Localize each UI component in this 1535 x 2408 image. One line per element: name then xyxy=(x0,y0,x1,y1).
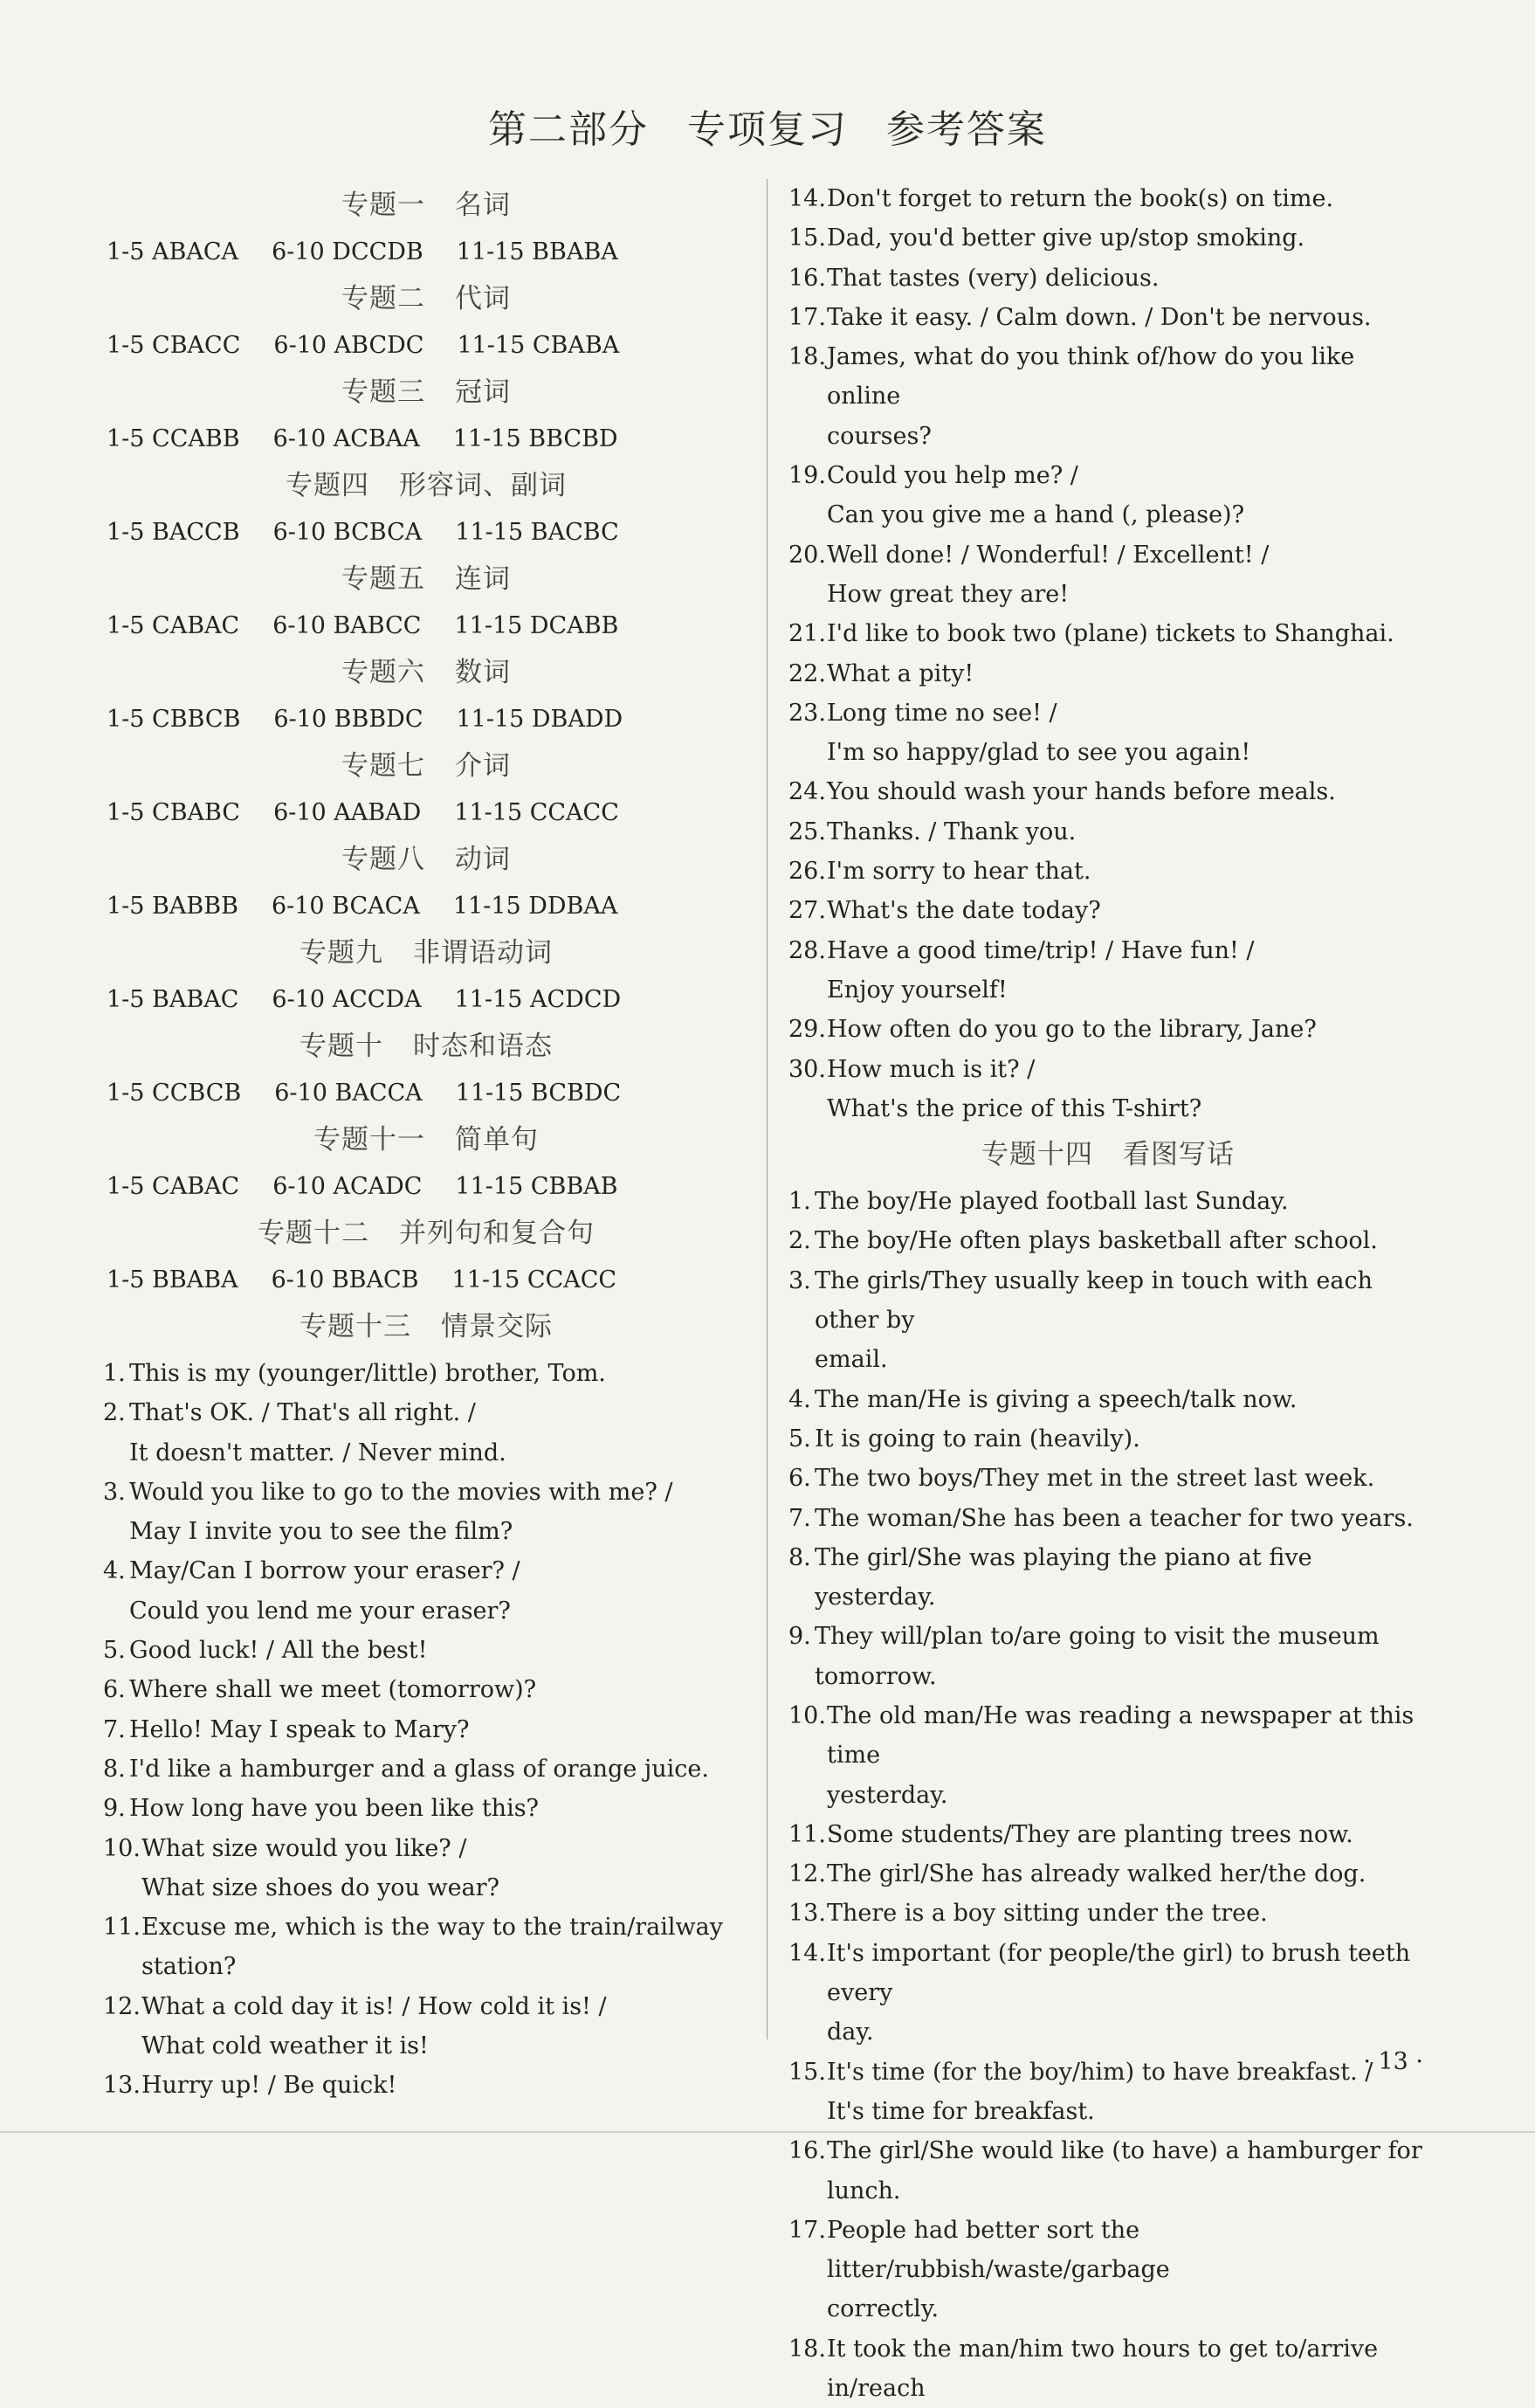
item-text: What size would you like? / xyxy=(141,1834,467,1862)
answer-group: 11-15 DCABB xyxy=(454,612,619,639)
answer-item xyxy=(788,179,1428,218)
item-text: May/Can I borrow your eraser? / xyxy=(129,1557,520,1585)
answer-group: 11-15 CCACC xyxy=(451,1266,617,1294)
answer-item xyxy=(788,1854,1428,1894)
answer-item xyxy=(788,852,1428,891)
answer-group: 1-5 CABAC xyxy=(107,612,240,639)
item-text: The woman/She has been a teacher for two years. xyxy=(815,1504,1414,1532)
answer-item xyxy=(103,1670,749,1709)
item-text: Where shall we meet (tomorrow)? xyxy=(129,1676,537,1704)
item-number: 18. xyxy=(788,343,826,371)
answer-item xyxy=(788,812,1428,852)
answer-group: 11-15 CBBAB xyxy=(455,1173,618,1200)
item-number: 12. xyxy=(103,1992,141,2020)
section-title xyxy=(103,273,749,326)
section-title xyxy=(103,833,749,887)
item-text: Thanks. / Thank you. xyxy=(827,818,1077,845)
answer-item xyxy=(788,535,1428,575)
answer-group: 11-15 CBABA xyxy=(457,332,620,359)
item-number: 14. xyxy=(788,1939,826,1967)
answer-item xyxy=(788,2053,1428,2092)
item-continuation: Can you give me a hand (, please)? xyxy=(827,501,1245,529)
item-number: 23. xyxy=(788,699,826,727)
answer-item xyxy=(103,1354,749,1393)
answer-item xyxy=(788,1894,1428,1933)
title-part: 第二部分 xyxy=(488,107,649,152)
item-text: Hello! May I speak to Mary? xyxy=(129,1715,470,1743)
answer-group: 6-10 BABCC xyxy=(272,612,422,639)
answer-item xyxy=(788,2131,1428,2211)
page-title xyxy=(0,98,1535,154)
section-topic: 数词 xyxy=(455,657,511,688)
section-topic: 情景交际 xyxy=(441,1311,553,1342)
section-number: 专题八 xyxy=(341,844,425,875)
answer-group: 11-15 DBADD xyxy=(456,706,623,733)
answer-group: 11-15 BCBDC xyxy=(455,1080,622,1107)
item-number: 20. xyxy=(788,541,826,569)
item-text: The girl/She has already walked her/the dog. xyxy=(827,1860,1366,1888)
answer-line xyxy=(103,232,749,273)
section-title xyxy=(103,1207,749,1260)
answer-group: 11-15 BACBC xyxy=(455,519,619,546)
section-topic: 非谓语动词 xyxy=(413,937,553,969)
answer-item xyxy=(788,1010,1428,1049)
section-title xyxy=(788,1128,1428,1182)
answer-item xyxy=(788,1934,1428,2013)
item-text: The girls/They usually keep in touch with each other by xyxy=(815,1266,1380,1335)
section-number: 专题十一 xyxy=(313,1124,425,1156)
item-text: Well done! / Wonderful! / Excellent! / xyxy=(827,541,1270,569)
answer-group: 11-15 BBCBD xyxy=(452,425,618,452)
item-text: The two boys/They met in the street last week. xyxy=(815,1465,1375,1493)
item-text: I'm sorry to hear that. xyxy=(827,858,1091,886)
answer-group: 6-10 ABCDC xyxy=(273,332,424,359)
item-number: 3. xyxy=(788,1266,811,1294)
item-text: People had better sort the litter/rubbish/waste/garbage xyxy=(827,2216,1170,2284)
answer-item xyxy=(788,259,1428,298)
answer-group: 6-10 ACADC xyxy=(272,1173,423,1200)
section-title xyxy=(103,366,749,419)
item-text: The man/He is giving a speech/talk now. xyxy=(815,1385,1298,1413)
answer-item xyxy=(103,1393,749,1432)
answer-group: 6-10 DCCDB xyxy=(272,238,423,266)
item-number: 10. xyxy=(103,1834,141,1862)
item-text: Could you help me? / xyxy=(827,462,1078,490)
answer-item xyxy=(788,218,1428,258)
section-title xyxy=(103,1020,749,1073)
item-continuation: It's time for breakfast. xyxy=(827,2097,1095,2125)
item-number: 14. xyxy=(788,185,826,212)
item-text: It took the man/him two hours to get to/arrive in/reach xyxy=(827,2335,1386,2403)
section-topic: 连词 xyxy=(455,563,511,595)
section-number: 专题六 xyxy=(341,657,425,688)
answer-group: 6-10 ACCDA xyxy=(272,986,422,1013)
item-text: Have a good time/trip! / Have fun! / xyxy=(827,936,1255,964)
answer-item xyxy=(103,1908,749,1987)
answer-group: 1-5 CBACC xyxy=(107,332,241,359)
answer-group: 1-5 BABAC xyxy=(107,986,239,1013)
answer-item xyxy=(788,931,1428,970)
answer-item xyxy=(103,1710,749,1749)
answer-line xyxy=(103,1260,749,1301)
item-continuation: Could you lend me your eraser? xyxy=(129,1597,511,1625)
answer-item xyxy=(788,1499,1428,1538)
item-number: 4. xyxy=(103,1557,126,1585)
item-text: Some students/They are planting trees now. xyxy=(827,1820,1353,1848)
answer-item xyxy=(103,1473,749,1512)
item-text: I'd like a hamburger and a glass of orange juice. xyxy=(129,1755,709,1783)
item-number: 9. xyxy=(103,1795,126,1823)
item-continuation: I'm so happy/glad to see you again! xyxy=(827,739,1251,767)
item-text: They will/plan to/are going to visit the museum tomorrow. xyxy=(815,1623,1387,1690)
answer-item xyxy=(788,2211,1428,2290)
item-number: 8. xyxy=(103,1755,126,1783)
item-continuation: What cold weather it is! xyxy=(141,2032,429,2060)
item-text: Long time no see! / xyxy=(827,699,1057,727)
item-text: It is going to rain (heavily). xyxy=(815,1425,1140,1452)
answer-item xyxy=(788,1261,1428,1341)
answer-group: 6-10 AABAD xyxy=(273,799,422,826)
item-text: Don't forget to return the book(s) on time. xyxy=(827,185,1334,212)
section-title xyxy=(103,1301,749,1354)
item-number: 1. xyxy=(788,1188,811,1216)
item-number: 19. xyxy=(788,462,826,490)
item-number: 8. xyxy=(788,1543,811,1571)
answer-item xyxy=(788,654,1428,693)
answer-group: 6-10 BCBCA xyxy=(272,519,423,546)
item-number: 11. xyxy=(103,1914,141,1942)
section-topic: 动词 xyxy=(455,844,511,875)
answer-item xyxy=(788,1182,1428,1221)
section-number: 专题五 xyxy=(341,563,425,595)
answer-line xyxy=(103,513,749,553)
section-number: 专题十 xyxy=(299,1031,383,1062)
item-text: How much is it? / xyxy=(827,1055,1036,1083)
item-number: 2. xyxy=(103,1399,126,1427)
section-title xyxy=(103,179,749,232)
item-text: The boy/He often plays basketball after school. xyxy=(815,1227,1378,1255)
right-column xyxy=(788,179,1428,2408)
item-continuation: It doesn't matter. / Never mind. xyxy=(129,1439,506,1466)
answer-item xyxy=(788,2329,1428,2408)
section-title xyxy=(103,927,749,980)
section-number: 专题七 xyxy=(341,750,425,782)
item-text: I'd like to book two (plane) tickets to Shanghai. xyxy=(827,620,1394,648)
answer-item xyxy=(788,891,1428,930)
item-text: The girl/She would like (to have) a hamburger for lunch. xyxy=(827,2137,1430,2204)
answer-group: 1-5 CBBCB xyxy=(107,706,241,733)
item-number: 17. xyxy=(788,2216,826,2244)
item-continuation: correctly. xyxy=(827,2295,940,2323)
item-number: 13. xyxy=(788,1900,826,1928)
item-continuation: yesterday. xyxy=(827,1781,948,1809)
item-number: 13. xyxy=(103,2072,141,2100)
item-text: Dad, you'd better give up/stop smoking. xyxy=(827,224,1305,252)
item-number: 1. xyxy=(103,1360,126,1387)
item-number: 21. xyxy=(788,620,826,648)
section-topic: 并列句和复合句 xyxy=(399,1218,595,1249)
answer-group: 11-15 CCACC xyxy=(454,799,619,826)
item-continuation: How great they are! xyxy=(827,580,1070,608)
answer-group: 1-5 CCBCB xyxy=(107,1080,242,1107)
item-continuation: May I invite you to see the film? xyxy=(129,1518,513,1546)
section-number: 专题十四 xyxy=(981,1139,1093,1171)
section-number: 专题九 xyxy=(299,937,383,969)
page-number: · 13 · xyxy=(1363,2048,1423,2075)
item-number: 5. xyxy=(788,1425,811,1452)
item-number: 11. xyxy=(788,1820,826,1848)
section-number: 专题一 xyxy=(341,190,425,221)
item-continuation: courses? xyxy=(827,422,932,450)
item-number: 24. xyxy=(788,778,826,806)
item-number: 18. xyxy=(788,2335,826,2363)
section-topic: 代词 xyxy=(455,283,511,314)
item-number: 28. xyxy=(788,936,826,964)
section-number: 专题三 xyxy=(341,376,425,408)
item-number: 16. xyxy=(788,2137,826,2165)
item-text: What's the date today? xyxy=(827,897,1101,925)
item-text: It's time (for the boy/him) to have breakfast. / xyxy=(827,2058,1373,2086)
item-number: 6. xyxy=(103,1676,126,1704)
item-text: Would you like to go to the movies with me? / xyxy=(129,1478,673,1506)
item-number: 4. xyxy=(788,1385,811,1413)
item-text: How often do you go to the library, Jane? xyxy=(827,1016,1317,1044)
item-text: James, what do you think of/how do you like online xyxy=(827,343,1362,411)
answer-item xyxy=(788,1696,1428,1776)
item-text: This is my (younger/little) brother, Tom. xyxy=(129,1360,606,1387)
answer-item xyxy=(788,1617,1428,1696)
section-number: 专题二 xyxy=(341,283,425,314)
answer-group: 6-10 BBBDC xyxy=(273,706,423,733)
answer-item xyxy=(788,1050,1428,1089)
item-number: 12. xyxy=(788,1860,826,1888)
answer-item xyxy=(788,1459,1428,1498)
answer-line xyxy=(103,606,749,646)
item-text: There is a boy sitting under the tree. xyxy=(827,1900,1268,1928)
item-number: 27. xyxy=(788,897,826,925)
answer-line xyxy=(103,700,749,740)
answer-item xyxy=(788,614,1428,653)
item-number: 16. xyxy=(788,264,826,292)
section-title xyxy=(103,459,749,513)
item-number: 25. xyxy=(788,818,826,845)
item-text: The girl/She was playing the piano at five yesterday. xyxy=(815,1543,1320,1611)
item-text: How long have you been like this? xyxy=(129,1795,540,1823)
answer-item xyxy=(103,1789,749,1828)
section-topic: 介词 xyxy=(455,750,511,782)
item-number: 7. xyxy=(103,1715,126,1743)
section-number: 专题十三 xyxy=(299,1311,411,1342)
item-number: 10. xyxy=(788,1701,826,1729)
answer-group: 1-5 CCABB xyxy=(107,425,240,452)
section-topic: 形容词、副词 xyxy=(399,470,567,501)
answer-item xyxy=(788,456,1428,495)
section-title xyxy=(103,1114,749,1167)
answer-group: 11-15 BBABA xyxy=(456,238,618,266)
answer-line xyxy=(103,1167,749,1207)
item-number: 3. xyxy=(103,1478,126,1506)
bottom-rule xyxy=(0,2131,1535,2133)
answer-group: 1-5 BABBB xyxy=(107,893,238,920)
item-text: The boy/He played football last Sunday. xyxy=(815,1188,1289,1216)
answer-item xyxy=(103,1749,749,1789)
section-topic: 看图写话 xyxy=(1123,1139,1235,1171)
answer-item xyxy=(103,2066,749,2105)
item-text: What a pity! xyxy=(827,659,974,687)
answer-group: 6-10 BCACA xyxy=(271,893,420,920)
item-continuation: email. xyxy=(815,1346,888,1374)
item-number: 7. xyxy=(788,1504,811,1532)
answer-item xyxy=(103,1829,749,1868)
section-title xyxy=(103,553,749,606)
answer-group: 6-10 BBACB xyxy=(271,1266,419,1294)
answer-group: 1-5 BACCB xyxy=(107,519,240,546)
answer-item xyxy=(788,1815,1428,1854)
answer-item xyxy=(788,772,1428,811)
answer-item xyxy=(788,693,1428,733)
section-topic: 名词 xyxy=(455,190,511,221)
item-number: 30. xyxy=(788,1055,826,1083)
title-answers: 参考答案 xyxy=(886,107,1047,152)
section-topic: 冠词 xyxy=(455,376,511,408)
item-number: 22. xyxy=(788,659,826,687)
item-number: 15. xyxy=(788,2058,826,2086)
answer-line xyxy=(103,980,749,1020)
answer-item xyxy=(788,1380,1428,1419)
item-text: The old man/He was reading a newspaper at this time xyxy=(827,1701,1421,1770)
item-text: That tastes (very) delicious. xyxy=(827,264,1160,292)
section-topic: 简单句 xyxy=(455,1124,539,1156)
answer-item xyxy=(788,298,1428,337)
answer-group: 1-5 CBABC xyxy=(107,799,241,826)
answer-group: 11-15 ACDCD xyxy=(454,986,622,1013)
item-number: 5. xyxy=(103,1637,126,1665)
item-number: 6. xyxy=(788,1465,811,1493)
item-continuation: What size shoes do you wear? xyxy=(141,1873,500,1901)
item-continuation: Enjoy yourself! xyxy=(827,976,1008,1004)
answer-item xyxy=(788,337,1428,417)
answer-line xyxy=(103,887,749,927)
answer-line xyxy=(103,793,749,833)
item-number: 17. xyxy=(788,303,826,331)
answer-group: 6-10 BACCA xyxy=(274,1080,423,1107)
item-number: 2. xyxy=(788,1227,811,1255)
section-title xyxy=(103,740,749,793)
answer-group: 1-5 BBABA xyxy=(107,1266,238,1294)
item-text: Excuse me, which is the way to the train/railway station? xyxy=(141,1914,731,1981)
item-text: It's important (for people/the girl) to brush teeth every xyxy=(827,1939,1418,2007)
item-number: 9. xyxy=(788,1623,811,1651)
item-text: You should wash your hands before meals. xyxy=(827,778,1336,806)
answer-group: 6-10 ACBAA xyxy=(272,425,420,452)
item-continuation: day. xyxy=(827,2018,874,2046)
section-number: 专题四 xyxy=(286,470,369,501)
item-continuation: What's the price of this T-shirt? xyxy=(827,1094,1202,1122)
left-column xyxy=(103,179,749,2106)
answer-group: 11-15 DDBAA xyxy=(452,893,618,920)
answer-item xyxy=(103,1551,749,1590)
item-text: That's OK. / That's all right. / xyxy=(129,1399,476,1427)
section-topic: 时态和语态 xyxy=(413,1031,553,1062)
column-divider xyxy=(767,179,768,2039)
item-text: Take it easy. / Calm down. / Don't be nervous. xyxy=(827,303,1372,331)
section-number: 专题十二 xyxy=(258,1218,369,1249)
item-number: 26. xyxy=(788,858,826,886)
item-text: What a cold day it is! / How cold it is! / xyxy=(141,1992,607,2020)
item-number: 29. xyxy=(788,1016,826,1044)
answer-item xyxy=(788,1419,1428,1459)
answer-line xyxy=(103,419,749,459)
item-text: Good luck! / All the best! xyxy=(129,1637,428,1665)
answer-line xyxy=(103,1073,749,1114)
item-number: 15. xyxy=(788,224,826,252)
item-text: Hurry up! / Be quick! xyxy=(141,2072,397,2100)
answer-group: 1-5 CABAC xyxy=(107,1173,240,1200)
title-section: 专项复习 xyxy=(687,107,848,152)
answer-item xyxy=(788,1538,1428,1618)
answer-item xyxy=(788,1221,1428,1260)
section-title xyxy=(103,646,749,700)
answer-item xyxy=(103,1631,749,1670)
answer-line xyxy=(103,326,749,366)
answer-item xyxy=(103,1987,749,2026)
answer-group: 1-5 ABACA xyxy=(107,238,239,266)
